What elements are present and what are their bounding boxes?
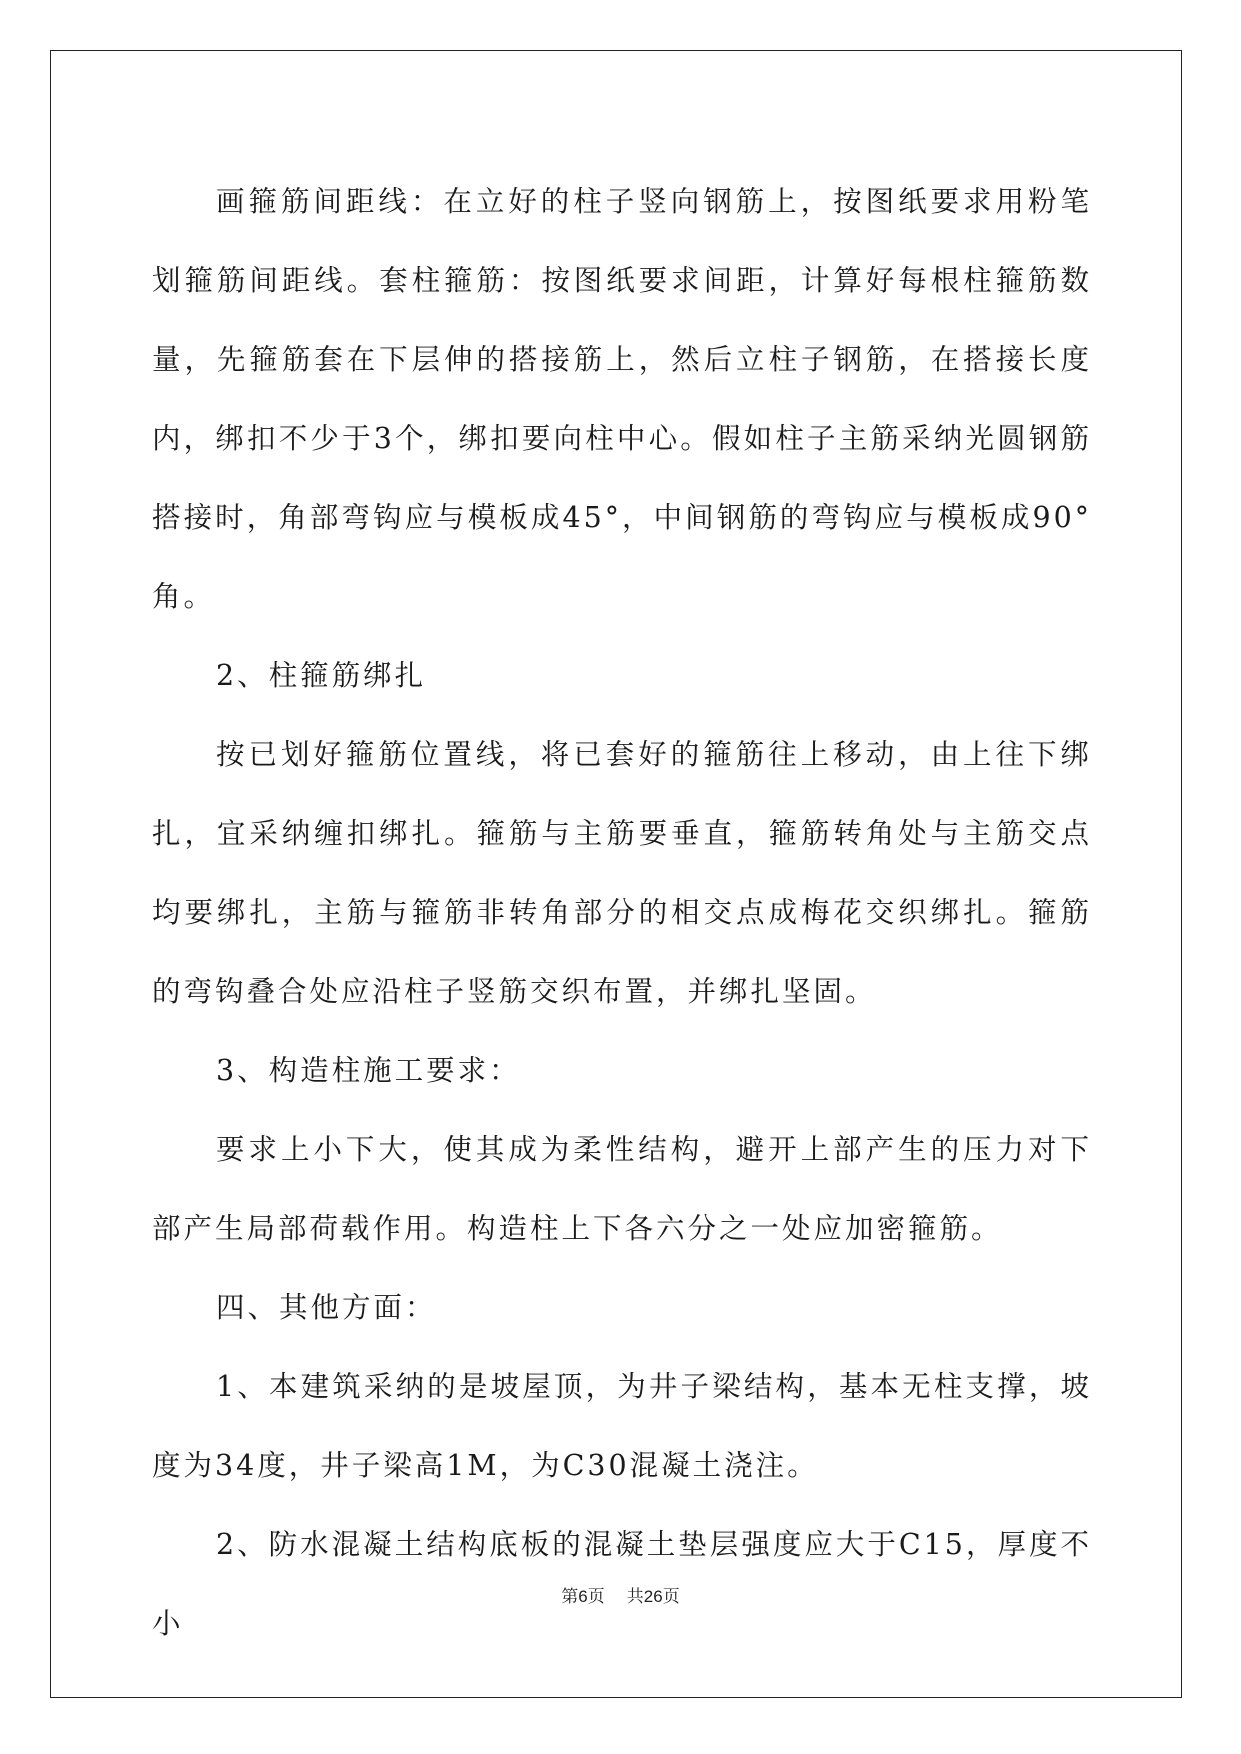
total-pages: 26 — [643, 1587, 663, 1606]
total-prefix: 共 — [626, 1587, 644, 1606]
page-suffix: 页 — [587, 1587, 605, 1606]
total-suffix: 页 — [662, 1587, 680, 1606]
heading-column-stirrup-binding: 2、柱箍筋绑扎 — [216, 659, 427, 692]
paragraph-stirrup-spacing: 画箍筋间距线：在立好的柱子竖向钢筋上，按图纸要求用粉笔划箍筋间距线。套柱箍筋：按图纸要求间距，计算好每根柱箍筋数量，先箍筋套在下层伸的搭接筋上，然后立柱子钢筋，在搭接长度内，绑扣不少于3个，绑扣要向柱中心。假如柱子主筋采纳光圆钢筋搭接时，角部弯钩应与模板成45°，中间钢筋的弯钩应与模板成90°角。 — [152, 185, 1092, 613]
paragraph-construction-column: 要求上小下大，使其成为柔性结构，避开上部产生的压力对下部产生局部荷载作用。构造柱上下各六分之一处应加密箍筋。 — [152, 1133, 1092, 1245]
paragraph-stirrup-binding: 按已划好箍筋位置线，将已套好的箍筋往上移动，由上往下绑扎，宜采纳缠扣绑扎。箍筋与主筋要垂直，箍筋转角处与主筋交点均要绑扎，主筋与箍筋非转角部分的相交点成梅花交织绑扎。箍筋的弯钩叠合处应沿柱子竖筋交织布置，并绑扎坚固。 — [152, 738, 1092, 1008]
page-prefix: 第 — [561, 1587, 579, 1606]
paragraph-roof-structure: 1、本建筑采纳的是坡屋顶，为井子梁结构，基本无柱支撑，坡度为34度，井子梁高1M，为C30混凝土浇注。 — [152, 1370, 1092, 1482]
paragraph-waterproof-concrete: 2、防水混凝土结构底板的混凝土垫层强度应大于C15，厚度不小 — [152, 1528, 1092, 1640]
page-footer — [0, 1585, 1241, 1609]
heading-construction-column: 3、构造柱施工要求： — [216, 1054, 521, 1087]
heading-other-aspects: 四、其他方面： — [216, 1291, 437, 1324]
page-number: 6 — [578, 1587, 588, 1606]
document-body — [152, 162, 1092, 1663]
